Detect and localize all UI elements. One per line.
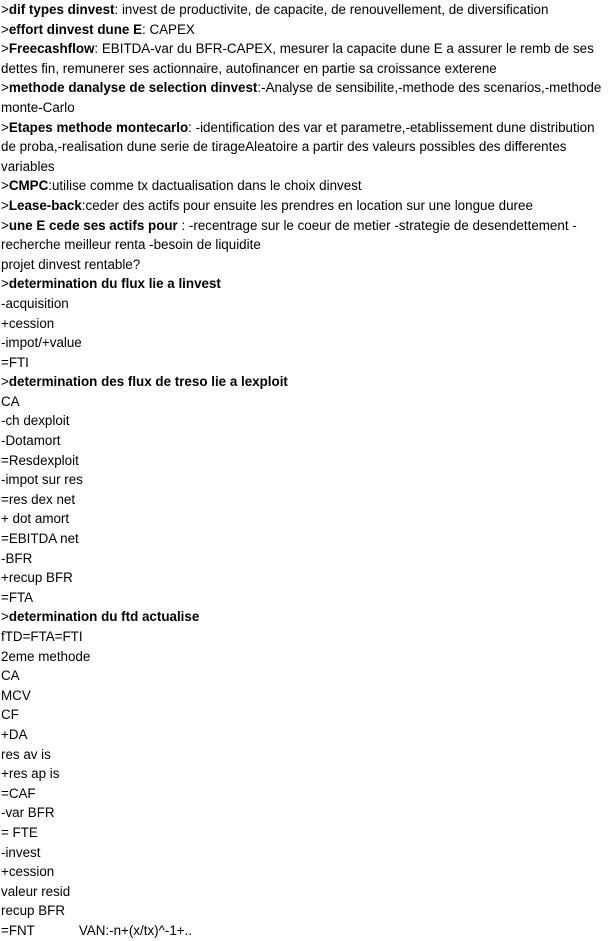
line-cession: +cession xyxy=(1,315,55,331)
line-resdexploit: =Resdexploit xyxy=(1,452,79,468)
line-cede-actifs xyxy=(1,216,607,236)
line-projet-rentable: projet dinvest rentable? xyxy=(1,256,141,272)
marker: > xyxy=(1,21,9,37)
line-etapes-montecarlo-cont2: variables xyxy=(1,158,55,174)
definition: :-Analyse de sensibilite,-methode des scenarios,-methode xyxy=(257,80,602,96)
term: Freecashflow xyxy=(8,41,95,57)
definition: : -recentrage sur le coeur de metier -strategie de desendettement - xyxy=(177,217,577,233)
line-ca-2: CA xyxy=(1,668,20,684)
line-recup-bfr: +recup BFR xyxy=(1,570,73,586)
line-recup-bfr-2: recup BFR xyxy=(1,903,65,919)
line-acquisition: -acquisition xyxy=(1,295,69,311)
van-formula: VAN:-n+(x/tx)^-1+.. xyxy=(78,922,193,938)
heading-flux-invest xyxy=(1,274,607,294)
heading-text: determination du flux lie a linvest xyxy=(8,276,221,292)
line-mcv: MCV xyxy=(1,687,31,703)
line-impot-value: -impot/+value xyxy=(1,335,82,351)
marker: > xyxy=(1,2,9,17)
marker: > xyxy=(1,178,9,194)
marker: > xyxy=(1,197,9,213)
definition: : invest de productivite, de capacite, de renouvellement, de diversification xyxy=(114,2,549,17)
term: une E cede ses actifs pour xyxy=(8,217,178,233)
line-lease-back xyxy=(1,196,607,216)
marker: > xyxy=(1,217,9,233)
line-valeur-resid: valeur resid xyxy=(1,883,71,899)
line-fnt-van xyxy=(1,921,607,941)
line-bfr: -BFR xyxy=(1,550,33,566)
line-cession-2: +cession xyxy=(1,864,55,880)
marker: > xyxy=(1,609,9,625)
line-fti: =FTI xyxy=(1,354,29,370)
term: effort dinvest dune E xyxy=(8,21,143,37)
line-caf: =CAF xyxy=(1,785,36,801)
line-ebitda-net: =EBITDA net xyxy=(1,531,79,547)
heading-ftd-actualise xyxy=(1,607,607,627)
marker: > xyxy=(1,374,9,390)
marker: > xyxy=(1,41,9,57)
term: CMPC xyxy=(8,178,49,194)
line-dif-types xyxy=(1,0,607,20)
line-res-dex-net: =res dex net xyxy=(1,491,76,507)
line-fta: =FTA xyxy=(1,589,34,605)
term: Etapes methode montecarlo xyxy=(8,119,189,135)
line-fte: = FTE xyxy=(1,824,38,840)
line-dot-amort: + dot amort xyxy=(1,511,70,527)
term: methode danalyse de selection dinvest xyxy=(8,80,258,96)
line-dotamort: -Dotamort xyxy=(1,433,61,449)
heading-flux-treso xyxy=(1,372,607,392)
line-res-av-is: res av is xyxy=(1,746,51,762)
line-etapes-montecarlo xyxy=(1,118,607,138)
line-methode-analyse-cont: monte-Carlo xyxy=(1,99,75,115)
marker: > xyxy=(1,119,9,135)
definition: :ceder des actifs pour ensuite les prendres en location sur une longue duree xyxy=(81,197,533,213)
line-impot-sur-res: -impot sur res xyxy=(1,472,83,488)
definition: :utilise comme tx dactualisation dans le choix dinvest xyxy=(48,178,362,194)
fnt-label: =FNT xyxy=(1,922,35,938)
definition: : CAPEX xyxy=(142,21,195,37)
heading-text: determination du ftd actualise xyxy=(8,609,200,625)
line-effort-dinvest xyxy=(1,20,607,40)
line-methode-analyse xyxy=(1,78,607,98)
line-etapes-montecarlo-cont: de proba,-realisation dune serie de tirageAleatoire a partir des valeurs possibles des differentes xyxy=(1,139,567,155)
line-ftd-formula: fTD=FTA=FTI xyxy=(1,629,83,644)
term: Lease-back xyxy=(8,197,82,213)
line-cede-actifs-cont: recherche meilleur renta -besoin de liquidite xyxy=(1,237,261,253)
definition: : EBITDA-var du BFR-CAPEX, mesurer la capacite dune E a assurer le remb de ses xyxy=(94,41,594,57)
line-2eme-methode: 2eme methode xyxy=(1,648,91,664)
marker: > xyxy=(1,276,9,292)
line-da: +DA xyxy=(1,726,28,742)
line-ca: CA xyxy=(1,393,20,409)
definition: : -identification des var et parametre,-etablissement dune distribution xyxy=(188,119,595,135)
line-cf: CF xyxy=(1,707,19,723)
line-invest: -invest xyxy=(1,844,41,860)
line-freecashflow-cont: dettes fin, remunerer ses actionnaire, autofinancer en partie sa croissance exterene xyxy=(1,60,497,76)
line-freecashflow xyxy=(1,39,607,59)
line-cmpc xyxy=(1,176,607,196)
marker: > xyxy=(1,80,9,96)
line-var-bfr: -var BFR xyxy=(1,805,55,821)
line-res-ap-is: +res ap is xyxy=(1,766,60,782)
line-ch-dexploit: -ch dexploit xyxy=(1,413,70,429)
term: dif types dinvest xyxy=(8,2,115,17)
heading-text: determination des flux de treso lie a lexploit xyxy=(8,374,288,390)
